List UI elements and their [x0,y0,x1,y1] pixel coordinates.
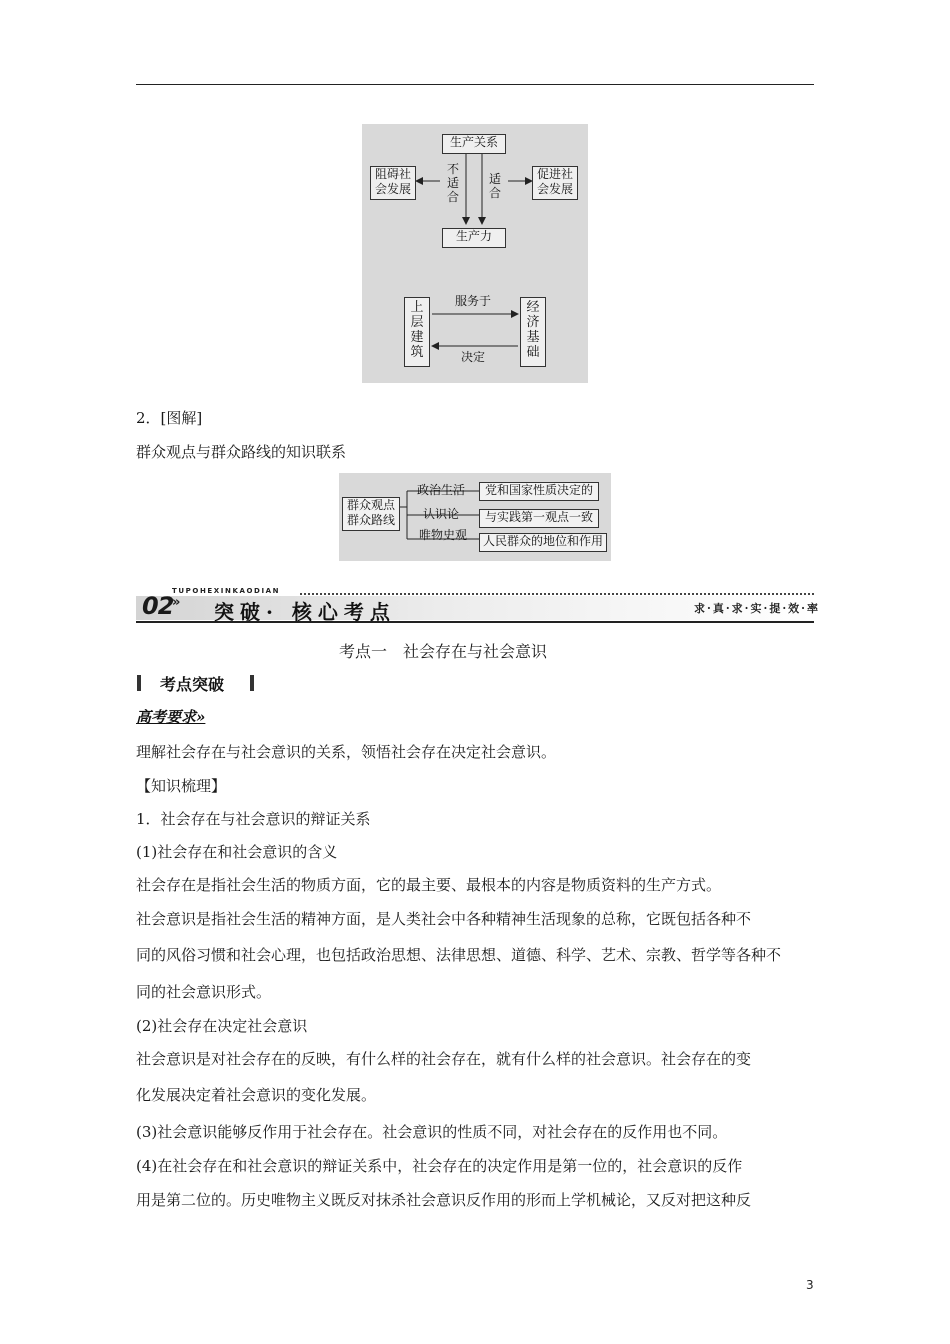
paragraph: 社会意识是指社会生活的精神方面，是人类社会中各种精神生活现象的总称，它既包括各种不 [136,910,752,928]
paragraph: 化发展决定着社会意识的变化发展。 [136,1086,377,1104]
hinder-line2: 会发展 [374,182,411,196]
relations-diagram [362,124,588,383]
banner-dotted-rule [300,593,814,595]
banner-slogan: 求·真·求·实·提·效·率 [694,602,820,615]
mass-line-label: 群众路线 [346,513,395,527]
section-bar-left-icon [137,675,141,691]
result-practice: 与实践第一观点一致 [479,509,599,528]
mass-viewpoint-label: 群众观点 [346,498,395,512]
paragraph: 1．社会存在与社会意识的辩证关系 [136,810,371,828]
paragraph: (4)在社会存在和社会意识的辩证关系中，社会存在的决定作用是第一位的，社会意识的反作 [136,1157,743,1175]
section-heading: 考点突破 [160,675,225,694]
topic-title: 考点一 社会存在与社会意识 [339,642,548,661]
diagram-arrows [362,124,588,383]
fit-label: 适 合 [488,172,501,200]
result-party-nature: 党和国家性质决定的 [479,482,599,501]
section2-title: 群众观点与群众路线的知识联系 [136,443,347,461]
branch-historical-materialism: 唯物史观 [419,528,468,542]
hinder-line1: 阻碍社 [374,167,411,181]
promote-line1: 促进社 [536,167,573,181]
gaokao-requirement-label: 高考要求» [136,708,206,726]
banner-title: 突破· 核心考点 [214,600,396,624]
paragraph: (2)社会存在决定社会意识 [136,1017,308,1035]
serves-label: 服务于 [455,294,492,308]
result-people-role: 人民群众的地位和作用 [479,533,607,552]
branch-epistemology: 认识论 [423,507,460,521]
paragraph: 同的社会意识形式。 [136,983,272,1001]
mass-viewpoint-box [342,497,400,531]
superstructure-box: 上 层 建 筑 [404,297,430,367]
economic-base-box: 经 济 基 础 [520,297,546,367]
banner-pinyin-tag: TUPOHEXINKAODIAN [172,587,281,595]
productive-forces-box [442,228,506,248]
section-bar-right-icon [250,675,254,691]
not-fit-label: 不 适 合 [446,162,459,204]
branch-political-life: 政治生活 [417,483,466,497]
banner-chevron-icon: » [172,595,181,610]
promote-line2: 会发展 [536,182,573,196]
production-relations-label: 生产关系 [449,135,498,149]
paragraph: 【知识梳理】 [136,777,227,795]
mass-line-diagram [339,473,611,561]
paragraph: 用是第二位的。历史唯物主义既反对抹杀社会意识反作用的形而上学机械论，又反对把这种反 [136,1191,752,1209]
production-relations-box [442,134,506,154]
paragraph: 社会存在是指社会生活的物质方面，它的最主要、最根本的内容是物质资料的生产方式。 [136,876,722,894]
paragraph: (3)社会意识能够反作用于社会存在。社会意识的性质不同，对社会存在的反作用也不同。 [136,1123,728,1141]
page-number: 3 [806,1278,814,1292]
banner-number: 02 [142,592,174,620]
hinder-box [370,166,416,200]
paragraph: (1)社会存在和社会意识的含义 [136,843,338,861]
paragraph: 理解社会存在与社会意识的关系，领悟社会存在决定社会意识。 [136,743,557,761]
paragraph: 同的风俗习惯和社会心理，也包括政治思想、法律思想、道德、科学、艺术、宗教、哲学等各种不 [136,946,782,964]
section2-label: 2．[图解] [136,409,203,427]
promote-box [532,166,578,200]
decides-label: 决定 [461,350,486,364]
header-rule [136,84,814,85]
paragraph: 社会意识是对社会存在的反映，有什么样的社会存在，就有什么样的社会意识。社会存在的变 [136,1050,752,1068]
productive-forces-label: 生产力 [455,229,492,243]
